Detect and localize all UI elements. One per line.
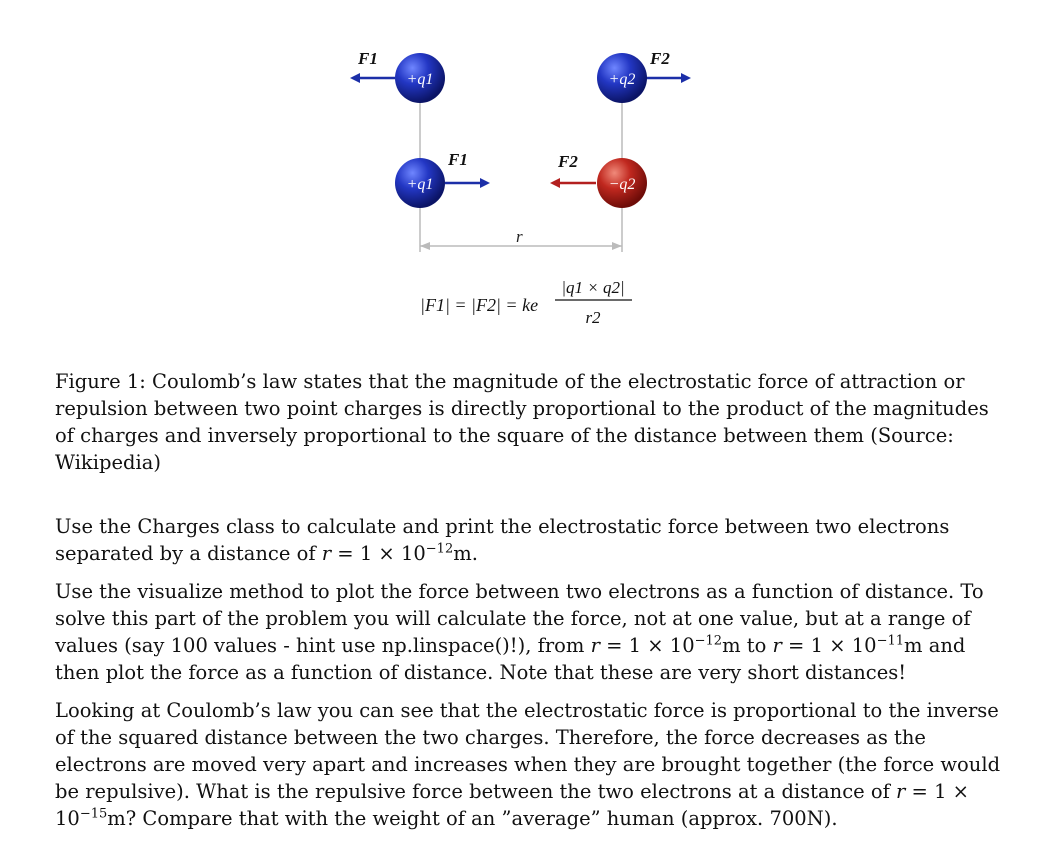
distance-arrow-right — [612, 242, 622, 250]
charge-label-bottom-right: −q2 — [608, 176, 636, 193]
equation-lhs: |F1| = |F2| = ke — [420, 295, 539, 315]
figure-caption: Figure 1: Coulomb’s law states that the magnitude of the electrostatic force of attraction or repulsion between two point charges is directly proportional to the product of the magnitudes of charges and inversely proportional to the square of the distance between them (Source: Wikipedia) — [55, 370, 989, 474]
math-equals: = 1 × 10 — [331, 542, 426, 565]
force-label-top-right: F2 — [650, 49, 670, 68]
math-r: r — [321, 542, 332, 565]
math-exponent: −12 — [425, 541, 454, 557]
math-exponent: −12 — [694, 633, 723, 649]
equation-numerator: |q1 × q2| — [561, 278, 625, 297]
charge-label-bottom-left: +q1 — [406, 176, 434, 193]
distance-label: r — [516, 227, 523, 246]
force-arrowhead-bottom-left — [480, 178, 490, 188]
paragraph-task-1-end: m. — [453, 542, 478, 565]
equation-denominator: r2 — [585, 308, 601, 327]
force-label-top-left: F1 — [358, 49, 378, 68]
paragraph-task-3-end: m? Compare that with the weight of an ”average” human (approx. 700N). — [107, 807, 838, 830]
paragraph-task-3-text: Looking at Coulomb’s law you can see that the electrostatic force is proportional to the inverse of the squared distance between the two charges. Therefore, the force decreases as the electrons are moved very apart and increases when they are brought together (the force would be repulsive). What is the repulsive force between the two electrons at a distance of — [55, 699, 1001, 803]
charge-label-top-right: +q2 — [608, 71, 636, 88]
paragraph-task-2-end: m and then plot the force as a function of distance. Note that these are very short distances! — [55, 634, 966, 684]
math-exponent: −11 — [876, 633, 904, 649]
charge-label-top-left: +q1 — [406, 71, 434, 88]
force-arrowhead-bottom-right — [550, 178, 560, 188]
math-equals: = 1 × 10 — [599, 634, 695, 657]
force-arrowhead-top-left — [350, 73, 360, 83]
paragraph-task-1-text: Use the Charges class to calculate and print the electrostatic force between two electrons separated by a distance of — [55, 515, 950, 565]
distance-arrow-left — [420, 242, 430, 250]
math-r: r — [590, 634, 600, 657]
coulomb-law-figure — [340, 40, 700, 340]
math-equals: = 1 × 10 — [781, 634, 877, 657]
math-r: r — [896, 780, 906, 803]
paragraph-task-3 — [55, 697, 1005, 832]
force-label-bottom-right: F2 — [558, 152, 578, 171]
paragraph-task-2 — [55, 578, 1005, 686]
force-label-bottom-left: F1 — [448, 150, 468, 169]
paragraph-task-1 — [55, 513, 1005, 567]
force-arrowhead-top-right — [681, 73, 691, 83]
paragraph-task-2-mid: m to — [722, 634, 773, 657]
math-exponent: −15 — [79, 806, 108, 822]
math-r: r — [772, 634, 782, 657]
math-equals: = 1 × 10 — [55, 780, 970, 830]
paragraph-task-2-text: Use the visualize method to plot the force between two electrons as a function of distance. To solve this part of the problem you will calculate the force, not at one value, but at a range of values (say 100 values - hint use np.linspace()!), from — [55, 580, 984, 657]
